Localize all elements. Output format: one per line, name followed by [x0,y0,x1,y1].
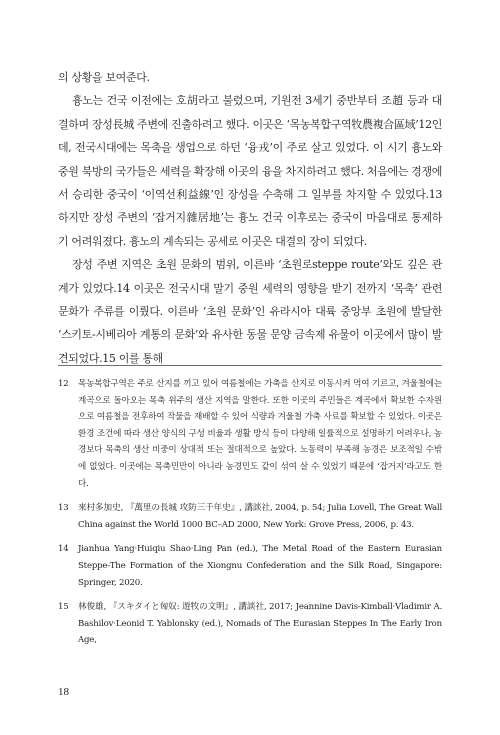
footnote-number: 12 [58,379,69,389]
footnote-number: 13 [58,503,69,514]
footnote-text: 來村多加史, 『萬里の長城 攻防三千年史』, 講談社, 2004, p. 54; Julia Lovell, The Great Wall China against the World 1000 BC–AD 2000, New York: Grove Press, 2006, p. 43. [78,503,442,530]
footnote-15 [58,599,442,649]
footnote-divider [58,365,442,366]
footnote-number: 14 [58,544,69,555]
footnote-12 [58,376,442,492]
main-text [58,66,442,370]
footnotes [58,376,442,657]
footnote-number: 15 [58,602,69,613]
footnote-13 [58,500,442,533]
paragraph-1: 의 상황을 보여준다. [58,71,150,84]
footnote-text: 목농복합구역은 주로 산지를 끼고 있어 여름철에는 가축을 산지로 이동시켜 먹여 기르고, 겨울철에는 계곡으로 돌아오는 목축 위주의 생산 지역을 말한다. 또한 이곳의 주민들은 계곡에서 확보한 수자원으로 여름철을 전후하여 작물을 재배할 수 있어 식량과 겨울철 가축 사료를 확보할 수 있었다. 이곳은 환경 조건에 따라 생산 양식의 구성 비율과 생활 방식 등이 다양해 일률적으로 설명하기 어려우나, 농경보다 목축의 생산 비중이 상대적 또는 절대적으로 높았다. 노동력이 부족해 농경은 보조적일 수밖에 없었다. 이곳에는 목축민만이 아니라 농경민도 같이 섞여 살 수 있었기 때문에 ‘잡거지’라고도 한다. [78,379,442,489]
footnote-text: 林俊雄, 『スキタイと匈奴: 遊牧の文明』, 講談社, 2017; Jeannine Davis-Kimball·Vladimir A. Bashilov·Leonid T. Yablonsky (ed.), Nomads of The Eurasian Steppes In The Early Iron Age, [78,602,442,646]
paragraph-3: 장성 주변 지역은 초원 문화의 범위, 이른바 ‘초원로steppe route’와도 깊은 관계가 있었다.14 이곳은 전국시대 말기 중원 세력의 영향을 받기 전까지 ‘목축’ 관련 문화가 주류를 이뤘다. 이른바 ‘초원 문화’인 유라시아 대륙 중앙부 초원에 발달한 ‘스키토-시베리아 계통의 문화’와 유사한 동물 문양 금속제 유물이 이곳에서 많이 발견되었다.15 이를 통해 [58,258,442,365]
footnote-text: Jianhua Yang·Huiqiu Shao·Ling Pan (ed.), The Metal Road of the Eastern Eurasian Steppe-The Formation of the Xiongnu Confederation and the Silk Road, Singapore: Springer, 2020. [78,544,442,588]
footnote-14 [58,541,442,591]
paragraph-2: 흉노는 건국 이전에는 호胡라고 불렸으며, 기원전 3세기 중반부터 조趙 등과 대결하며 장성長城 주변에 진출하려고 했다. 이곳은 ‘목농복합구역牧農複合區域’12인데, 전국시대에는 목축을 생업으로 하던 ‘융戎’이 주로 살고 있었다. 이 시기 흉노와 중원 북방의 국가들은 세력을 확장해 이곳의 융을 차지하려고 했다. 처음에는 경쟁에서 승리한 중국이 ‘이역선利益線’인 장성을 수축해 그 일부를 차지할 수 있었다.13 하지만 장성 주변의 ‘잡거지雜居地’는 흉노 건국 이후로는 중국이 마음대로 통제하기 어려워졌다. 흉노의 계속되는 공세로 이곳은 대결의 장이 되었다. [58,94,442,248]
page-number: 18 [58,686,69,698]
